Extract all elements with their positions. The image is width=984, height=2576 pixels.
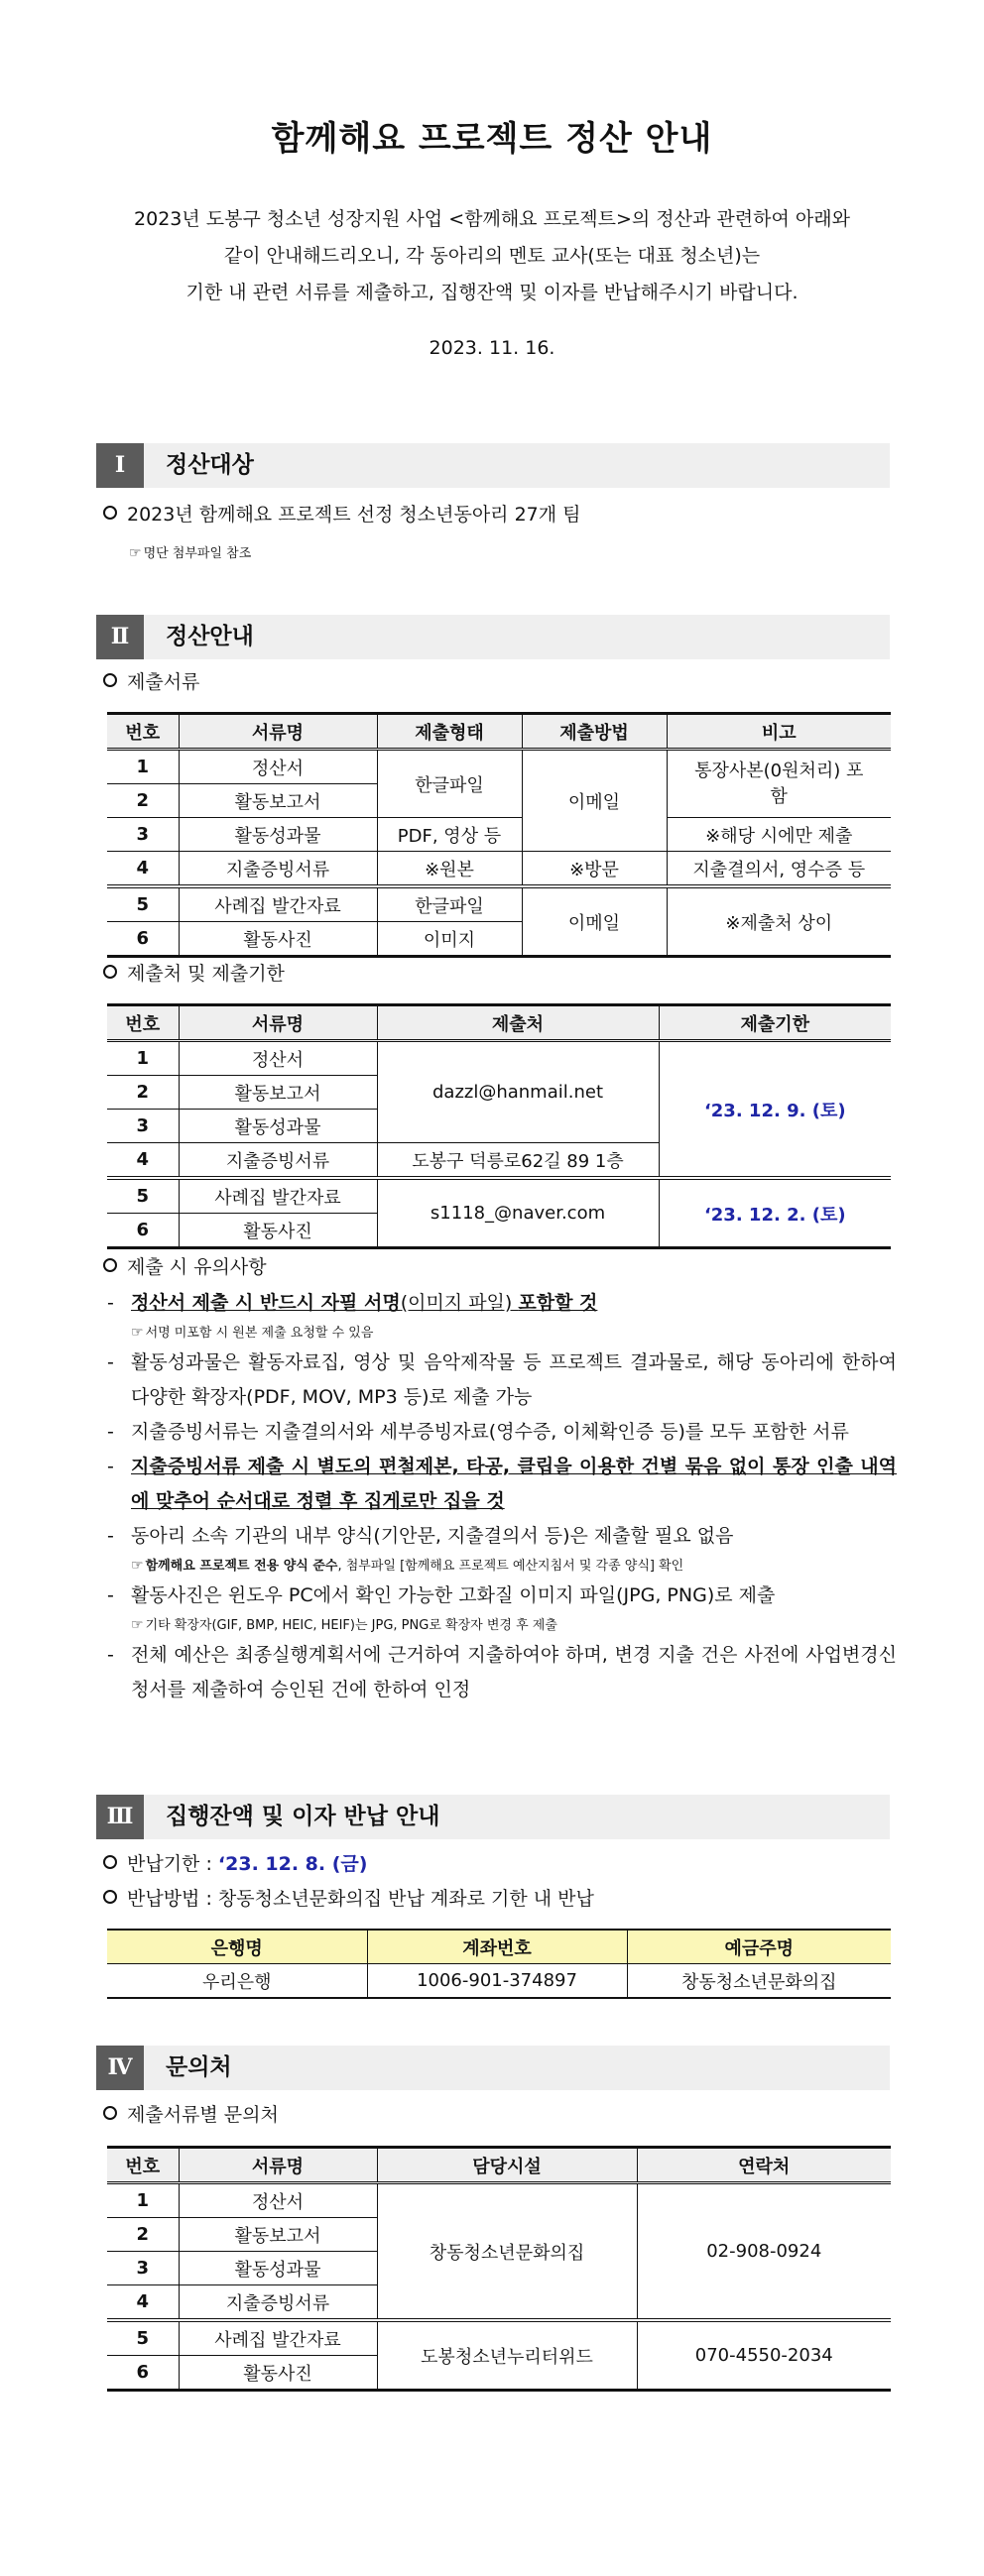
table-row <box>107 1964 891 1999</box>
submission-address: 도봉구 덕릉로62길 89 1층 <box>377 1143 659 1179</box>
document-date: 2023. 11. 16. <box>429 337 555 359</box>
return-deadline: ‘23. 12. 8. (금) <box>217 1853 368 1875</box>
note-line: ☞ 기타 확장자(GIF, BMP, HEIC, HEIF)는 JPG, PNG로 확장자 변경 후 제출 <box>131 1617 557 1633</box>
circle-bullet-icon <box>103 1258 117 1272</box>
table-row: 1 정산서 dazzl@hanmail.net ‘23. 12. 9. (토) <box>107 1041 891 1076</box>
circle-bullet-icon <box>103 673 117 687</box>
table-row: 1 정산서 한글파일 이메일 통장사본(0원처리) 포함 <box>107 750 891 784</box>
table-row: 4 지출증빙서류 도봉구 덕릉로62길 89 1층 <box>107 1143 891 1179</box>
section-header <box>96 1795 890 1839</box>
documents-table <box>107 712 891 958</box>
section-number: Ⅰ <box>96 443 144 488</box>
phone-number: 02-908-0924 <box>637 2183 891 2321</box>
caution-item: - 활동사진은 윈도우 PC에서 확인 가능한 고화질 이미지 파일(JPG, PNG)로 제출 <box>107 1584 776 1606</box>
table-header-row: 번호 서류명 제출처 제출기한 <box>107 1005 891 1041</box>
table-row: 6 활동사진 이미지 <box>107 922 891 957</box>
pointing-hand-icon: ☞ <box>131 1617 144 1633</box>
caution-item: - 전체 예산은 최종실행계획서에 근거하여 지출하여야 하며, 변경 지출 건은 사전에 사업변경신청서를 제출하여 승인된 건에 한하여 인정 <box>107 1644 897 1700</box>
table-row: 3 활동성과물 <box>107 2252 891 2285</box>
bullet-item: 제출 시 유의사항 <box>103 1253 267 1281</box>
account-number: 1006-901-374897 <box>367 1964 627 1999</box>
deadline: ‘23. 12. 2. (토) <box>659 1178 891 1248</box>
circle-bullet-icon <box>103 1890 117 1904</box>
phone-number: 070-4550-2034 <box>637 2320 891 2391</box>
section-header <box>96 615 890 659</box>
table-row: 6 활동사진 <box>107 1214 891 1248</box>
contact-table <box>107 2146 891 2392</box>
section-header <box>96 443 890 488</box>
circle-bullet-icon <box>103 965 117 979</box>
table-row: 5 사례집 발간자료 한글파일 이메일 ※제출처 상이 <box>107 886 891 922</box>
pointing-hand-icon: ☞ <box>131 1325 144 1341</box>
intro-line: 같이 안내해드리오니, 각 동아리의 멘토 교사(또는 대표 청소년)는 <box>223 245 761 267</box>
bullet-item: 제출서류 <box>103 668 199 696</box>
table-row: 3 활동성과물 <box>107 1110 891 1143</box>
intro-line: 기한 내 관련 서류를 제출하고, 집행잔액 및 이자를 반납해주시기 바랍니다. <box>185 282 799 303</box>
circle-bullet-icon <box>103 2106 117 2120</box>
table-row: 4 지출증빙서류 ※원본 ※방문 지출결의서, 영수증 등 <box>107 852 891 887</box>
caution-item: - 지출증빙서류 제출 시 별도의 편철제본, 타공, 클립을 이용한 건별 묶음 없이 통장 인출 내역에 맞추어 순서대로 정렬 후 집게로만 집을 것 <box>107 1456 897 1512</box>
caution-item: - 정산서 제출 시 반드시 자필 서명(이미지 파일) 포함할 것 <box>107 1292 598 1314</box>
account-holder: 창동청소년문화의집 <box>627 1964 891 1999</box>
table-row: 5 사례집 발간자료 s1118_@naver.com ‘23. 12. 2. (토) <box>107 1178 891 1214</box>
bullet-item: 반납기한 : ‘23. 12. 8. (금) <box>103 1850 367 1878</box>
caution-item: - 지출증빙서류는 지출결의서와 세부증빙자료(영수증, 이체확인증 등)를 모두 포함한 서류 <box>107 1421 849 1443</box>
table-header-row: 번호 서류명 제출형태 제출방법 비고 <box>107 714 891 750</box>
note-line: ☞ 명단 첨부파일 참조 <box>129 545 252 561</box>
table-row: 3 활동성과물 PDF, 영상 등 ※해당 시에만 제출 <box>107 818 891 852</box>
section-title: 집행잔액 및 이자 반납 안내 <box>166 1804 440 1829</box>
pointing-hand-icon: ☞ <box>131 1558 144 1574</box>
section-title: 문의처 <box>166 2054 232 2080</box>
submission-email: dazzl@hanmail.net <box>377 1041 659 1143</box>
circle-bullet-icon <box>103 1855 117 1869</box>
table-header-row: 은행명 계좌번호 예금주명 <box>107 1930 891 1964</box>
intro-paragraph <box>79 201 905 311</box>
document-title: 함께해요 프로젝트 정산 안내 <box>271 119 713 159</box>
facility: 도봉청소년누리터위드 <box>377 2320 637 2391</box>
table-row: 5 사례집 발간자료 도봉청소년누리터위드 070-4550-2034 <box>107 2320 891 2356</box>
table-header-row: 번호 서류명 담당시설 연락처 <box>107 2148 891 2183</box>
section-title: 정산안내 <box>166 624 254 649</box>
submission-email: s1118_@naver.com <box>377 1178 659 1248</box>
deadline: ‘23. 12. 9. (토) <box>659 1041 891 1179</box>
circle-bullet-icon <box>103 506 117 520</box>
table-row: 6 활동사진 <box>107 2356 891 2391</box>
note-line: ☞ 서명 미포함 시 원본 제출 요청할 수 있음 <box>131 1325 374 1341</box>
bank-name: 우리은행 <box>107 1964 367 1999</box>
bullet-item: 2023년 함께해요 프로젝트 선정 청소년동아리 27개 팀 <box>103 501 581 528</box>
section-number: Ⅲ <box>96 1795 144 1839</box>
table-row: 2 활동보고서 <box>107 1076 891 1110</box>
table-row: 2 활동보고서 <box>107 2218 891 2252</box>
section-title: 정산대상 <box>166 452 254 478</box>
pointing-hand-icon: ☞ <box>129 545 142 561</box>
bullet-item: 제출처 및 제출기한 <box>103 960 285 988</box>
bullet-item: 제출서류별 문의처 <box>103 2101 279 2129</box>
section-header <box>96 2046 890 2090</box>
table-row: 4 지출증빙서류 <box>107 2285 891 2321</box>
caution-item: - 동아리 소속 기관의 내부 양식(기안문, 지출결의서 등)은 제출할 필요 없음 <box>107 1525 734 1547</box>
caution-item: - 활동성과물은 활동자료집, 영상 및 음악제작물 등 프로젝트 결과물로, 해당 동아리에 한하여 다양한 확장자(PDF, MOV, MP3 등)로 제출 가능 <box>107 1351 897 1408</box>
submission-table <box>107 1003 891 1249</box>
caution-list <box>107 1286 897 1707</box>
table-row: 2 활동보고서 <box>107 784 891 818</box>
section-number: Ⅱ <box>96 615 144 659</box>
table-row: 1 정산서 창동청소년문화의집 02-908-0924 <box>107 2183 891 2218</box>
intro-line: 2023년 도봉구 청소년 성장지원 사업 <함께해요 프로젝트>의 정산과 관련하여 아래와 <box>134 208 850 230</box>
bullet-item: 반납방법 : 창동청소년문화의집 반납 계좌로 기한 내 반납 <box>103 1885 594 1913</box>
note-line: ☞ 함께해요 프로젝트 전용 양식 준수, 첨부파일 [함께해요 프로젝트 예산지침서 및 각종 양식] 확인 <box>131 1558 684 1574</box>
facility: 창동청소년문화의집 <box>377 2183 637 2321</box>
section-number: Ⅳ <box>96 2046 144 2090</box>
account-table <box>107 1929 891 1999</box>
